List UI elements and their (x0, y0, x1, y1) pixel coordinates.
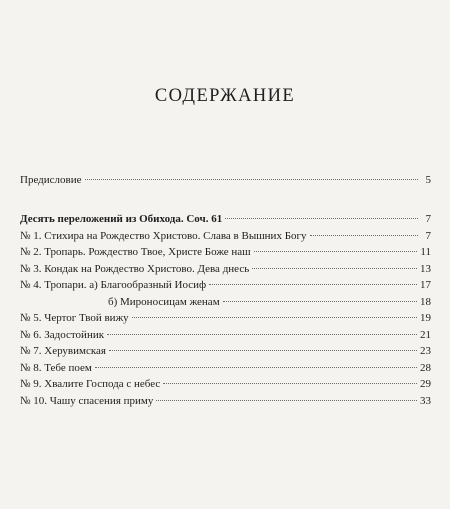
toc-entry-label: № 2. Тропарь. Рождество Твое, Христе Боже наш (20, 246, 251, 258)
toc-page-number: 13 (420, 262, 431, 275)
toc-page-number: 21 (420, 328, 431, 341)
toc-page-number: 28 (420, 361, 431, 374)
dot-leader (156, 400, 417, 401)
toc-entry-label: Предисловие (20, 174, 82, 186)
toc-page-number: 11 (420, 246, 431, 258)
toc-page-number: 23 (420, 345, 431, 357)
toc-main-block (20, 211, 431, 409)
toc-entry-label: № 5. Чертог Твой вижу (20, 312, 129, 324)
dot-leader (85, 179, 419, 180)
toc-entry-preface (20, 172, 431, 189)
toc-section-heading (20, 211, 431, 228)
dot-leader (132, 317, 417, 318)
dot-leader (225, 218, 418, 219)
toc-entry (20, 393, 431, 410)
toc-entry-label: № 4. Тропари. а) Благообразный Иосиф (20, 279, 207, 291)
toc-page-number: 7 (425, 213, 431, 225)
toc-page-number: 18 (420, 295, 431, 308)
toc-entry-label: № 6. Задостойник (20, 328, 105, 341)
dot-leader (95, 367, 417, 368)
page-title: СОДЕРЖАНИЕ (154, 86, 296, 106)
toc-entry-label: № 3. Кондак на Рождество Христово. Дева днесь (20, 262, 250, 275)
dot-leader (107, 334, 417, 335)
toc-entry-label: № 8. Тебе поем (20, 361, 92, 374)
toc-entry-label: б) Мироносицам женам (108, 295, 220, 308)
toc-entry (20, 261, 431, 278)
toc-entry (20, 327, 431, 344)
toc-entry-label: № 9. Хвалите Господа с небес (20, 378, 161, 390)
toc-section-label: Десять переложений из Обихода. Соч. 61 (20, 213, 223, 225)
dot-leader (254, 251, 418, 252)
toc-page-number: 29 (420, 378, 431, 390)
toc-page-number: 17 (420, 279, 431, 291)
toc-page-number: 7 (425, 229, 431, 242)
toc-entry (20, 228, 431, 245)
toc-entry (20, 360, 431, 377)
toc-entry-sub (20, 294, 431, 311)
toc-entry-label: № 10. Чашу спасения приму (20, 394, 154, 407)
dot-leader (109, 350, 417, 351)
dot-leader (209, 284, 417, 285)
toc-preface-block (20, 172, 431, 189)
toc-entry (20, 376, 431, 393)
toc-entry-label: № 1. Стихира на Рождество Христово. Слава в Вышних Богу (20, 229, 307, 242)
toc-entry-label: № 7. Херувимская (20, 345, 106, 357)
dot-leader (310, 235, 418, 236)
toc-entry (20, 244, 431, 261)
dot-leader (163, 383, 417, 384)
dot-leader (223, 301, 417, 302)
toc-entry (20, 277, 431, 294)
toc-page-number: 19 (420, 312, 431, 324)
toc-page-number: 33 (420, 394, 431, 407)
toc-entry (20, 310, 431, 327)
dot-leader (252, 268, 417, 269)
toc-page-number: 5 (425, 174, 431, 186)
toc-entry (20, 343, 431, 360)
